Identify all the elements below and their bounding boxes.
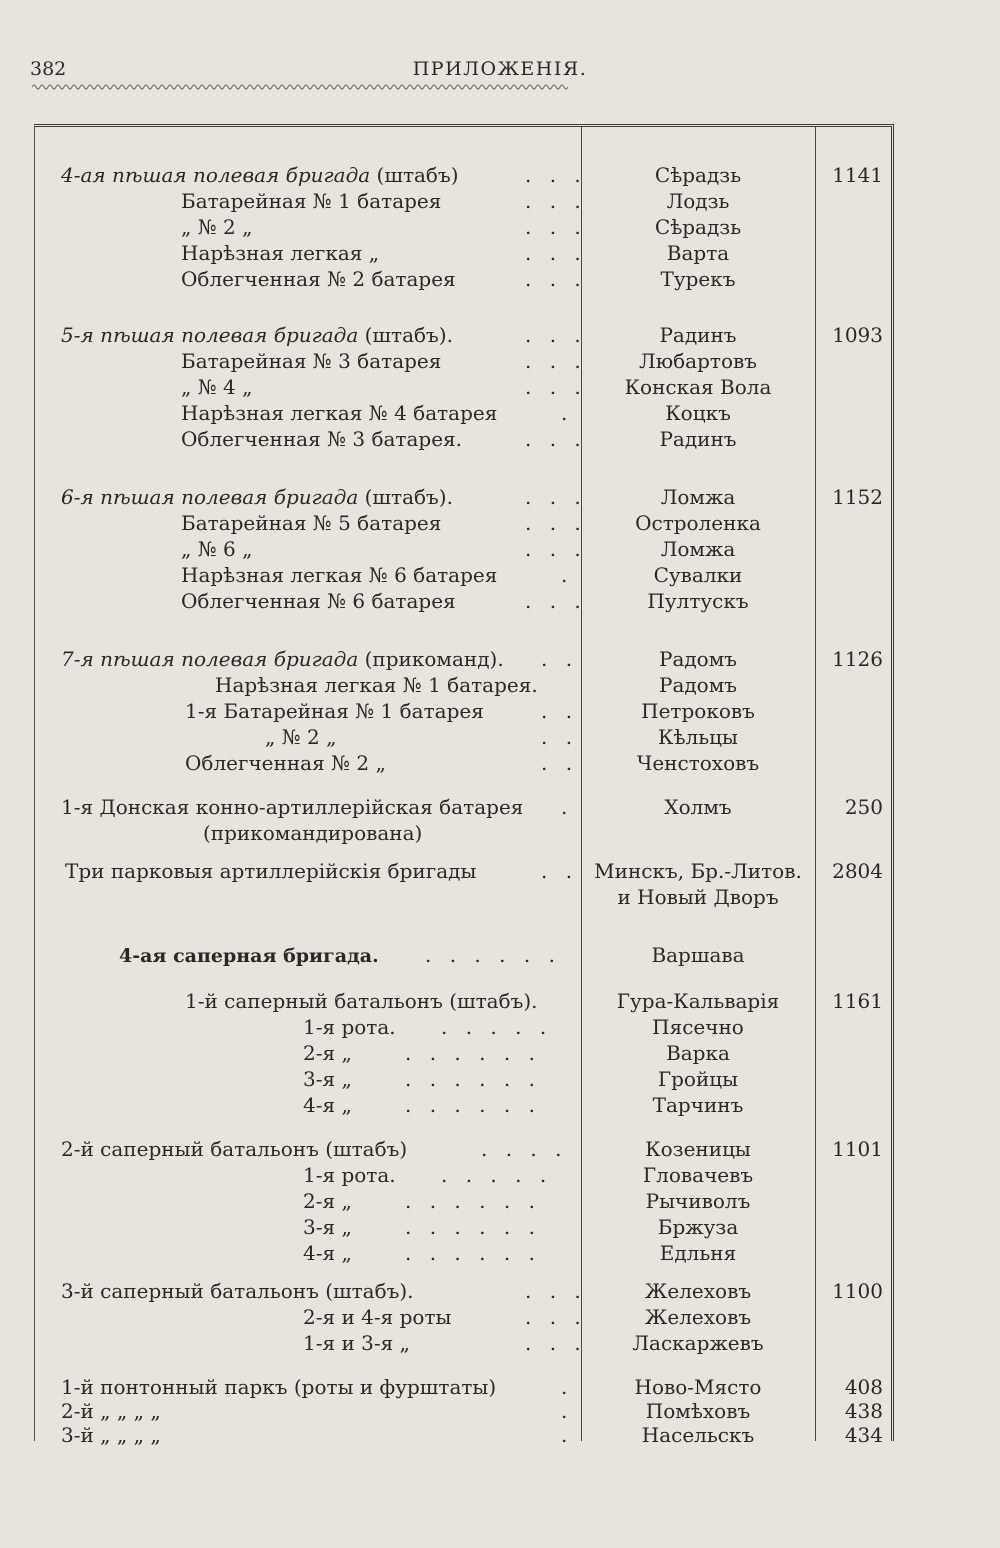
unit-name: [181, 427, 462, 451]
table-row: [35, 1041, 891, 1067]
table-row: [35, 647, 891, 673]
leader-dots: .: [561, 401, 574, 425]
table-row: [35, 1375, 891, 1401]
location: Гловачевъ: [642, 1163, 754, 1187]
unit-name: [181, 215, 252, 239]
leader-dots: . . .: [525, 163, 587, 187]
table-row: [35, 1189, 891, 1215]
table-row: [35, 215, 891, 241]
location: Радомъ: [658, 673, 738, 697]
unit-name-text: 4-ая саперная бригада.: [119, 945, 379, 967]
location: Пясечно: [652, 1015, 744, 1039]
location: Минскъ, Бр.-Литов.: [594, 859, 802, 883]
unit-name: [181, 189, 441, 213]
page-number: 382: [30, 58, 67, 80]
leader-dots: . . .: [525, 323, 587, 347]
unit-name: [181, 349, 441, 373]
location: Петроковъ: [641, 699, 755, 723]
table-row: [35, 563, 891, 589]
unit-name: [203, 821, 422, 845]
table-row: [35, 725, 891, 751]
unit-name: [61, 323, 453, 347]
table-row: [35, 859, 891, 885]
location: Желеховъ: [644, 1305, 752, 1329]
leader-dots: . . .: [525, 427, 587, 451]
leader-dots: . . . . . .: [405, 1093, 541, 1117]
unit-name: [303, 1189, 352, 1213]
unit-name-text: 3-я „: [303, 1067, 352, 1091]
strength-number: 1100: [832, 1279, 883, 1303]
unit-name: [303, 1041, 352, 1065]
unit-name-italic: 5-я пѣшая полевая бригада: [61, 323, 359, 347]
table-row: [35, 1137, 891, 1163]
unit-name: [303, 1163, 396, 1187]
table-row: [35, 1067, 891, 1093]
leader-dots: . . .: [525, 1305, 587, 1329]
unit-name-text: 1-й понтонный паркъ (роты и фурштаты): [61, 1375, 497, 1399]
leader-dots: .: [561, 1399, 574, 1423]
unit-name: [61, 1375, 496, 1399]
table-row: [35, 349, 891, 375]
location: Желеховъ: [644, 1279, 752, 1303]
unit-name: [181, 589, 456, 613]
location: Турекъ: [660, 267, 736, 291]
leader-dots: . . .: [525, 241, 587, 265]
unit-name-text: „ № 4 „: [181, 375, 253, 399]
table-row: [35, 1331, 891, 1357]
unit-name-text: 1-я Донская конно-артиллерійская батарея: [61, 795, 524, 819]
unit-name: [303, 1215, 352, 1239]
unit-name: [181, 563, 497, 587]
location: Остроленка: [635, 511, 761, 535]
unit-name: [185, 699, 484, 723]
unit-name-text: Нарѣзная легкая № 1 батарея.: [215, 673, 538, 697]
unit-name-text: 4-я „: [303, 1093, 352, 1117]
table-row: [35, 511, 891, 537]
leader-dots: . . .: [525, 267, 587, 291]
unit-name-text: 2-я и 4-я роты: [303, 1305, 452, 1329]
location: Радомъ: [658, 647, 738, 671]
table-row: [35, 1399, 891, 1425]
unit-name-text: 1-я рота.: [303, 1015, 396, 1039]
table-row: [35, 1305, 891, 1331]
leader-dots: . . .: [525, 375, 587, 399]
table-row: [35, 943, 891, 969]
location: Ченстоховъ: [636, 751, 760, 775]
location: Варта: [666, 241, 730, 265]
unit-name: [61, 647, 504, 671]
leader-dots: . . .: [525, 511, 587, 535]
unit-name: [61, 1423, 161, 1447]
location: Рычиволъ: [645, 1189, 751, 1213]
unit-name-text: „ № 6 „: [181, 537, 253, 561]
leader-dots: . . . . . .: [405, 1241, 541, 1265]
unit-name-text: Облегченная № 3 батарея.: [181, 427, 463, 451]
unit-name-italic: 7-я пѣшая полевая бригада: [61, 647, 359, 671]
location: Пултускъ: [647, 589, 749, 613]
location: Ломжа: [660, 485, 736, 509]
page-header: [0, 52, 1000, 92]
unit-name-text: 1-я рота.: [303, 1163, 396, 1187]
unit-name: [303, 1305, 451, 1329]
unit-name-text: Нарѣзная легкая „: [181, 241, 380, 265]
leader-dots: .: [561, 1375, 574, 1399]
location: Лодзь: [666, 189, 730, 213]
unit-name-text: 2-я „: [303, 1189, 352, 1213]
unit-name: [303, 1015, 396, 1039]
unit-name: [215, 673, 538, 697]
unit-name: [303, 1241, 352, 1265]
unit-name: [181, 375, 252, 399]
leader-dots: . . . . . .: [425, 943, 561, 967]
table-row: [35, 485, 891, 511]
location: Сѣрадзь: [654, 163, 742, 187]
strength-number: 434: [844, 1423, 883, 1447]
table-row: [35, 885, 891, 911]
strength-number: 408: [844, 1375, 883, 1399]
unit-name: [185, 751, 386, 775]
leader-dots: . .: [541, 647, 579, 671]
leader-dots: .: [561, 795, 574, 819]
unit-name-text: Облегченная № 2 батарея: [181, 267, 456, 291]
location: Коцкъ: [665, 401, 731, 425]
page-title: ПРИЛОЖЕНІЯ.: [412, 58, 588, 80]
location: Сувалки: [653, 563, 743, 587]
leader-dots: . . .: [525, 589, 587, 613]
unit-name-text: Батарейная № 5 батарея: [181, 511, 442, 535]
location: Радинъ: [659, 323, 737, 347]
strength-number: 1152: [832, 485, 883, 509]
unit-name: [181, 267, 456, 291]
unit-name-text: 2-й саперный батальонъ (штабъ): [61, 1137, 408, 1161]
strength-number: 1126: [832, 647, 883, 671]
leader-dots: . . .: [525, 189, 587, 213]
location: Ново-Място: [634, 1375, 762, 1399]
unit-name-text: 3-й „ „ „ „: [61, 1423, 161, 1447]
unit-name-text: Батарейная № 1 батарея: [181, 189, 442, 213]
location: и Новый Дворъ: [617, 885, 779, 909]
location: Варшава: [651, 943, 745, 967]
unit-name-text: 1-й саперный батальонъ (штабъ).: [185, 989, 538, 1013]
unit-name-text: „ № 2 „: [265, 725, 337, 749]
unit-name: [303, 1093, 352, 1117]
unit-name-text: Облегченная № 6 батарея: [181, 589, 456, 613]
unit-name: [303, 1331, 410, 1355]
location: Радинъ: [659, 427, 737, 451]
table-row: [35, 699, 891, 725]
location: Помѣховъ: [645, 1399, 751, 1423]
unit-name-text: 1-я Батарейная № 1 батарея: [185, 699, 484, 723]
strength-number: 1161: [832, 989, 883, 1013]
leader-dots: . .: [541, 859, 579, 883]
unit-name-text: (штабъ).: [358, 485, 453, 509]
table-row: [35, 189, 891, 215]
unit-name-text: (прикоманд).: [358, 647, 504, 671]
leader-dots: . . . . .: [441, 1163, 553, 1187]
table-frame: [34, 124, 894, 1447]
table-row: [35, 375, 891, 401]
leader-dots: . . . . . .: [405, 1041, 541, 1065]
leader-dots: . . . . . .: [405, 1189, 541, 1213]
table-row: [35, 989, 891, 1015]
unit-name-italic: 6-я пѣшая полевая бригада: [61, 485, 359, 509]
leader-dots: . . .: [525, 537, 587, 561]
location: Конская Вола: [624, 375, 772, 399]
unit-name-text: 2-й „ „ „ „: [61, 1399, 161, 1423]
table-row: [35, 821, 891, 847]
unit-name-italic: 4-ая пѣшая полевая бригада: [61, 163, 371, 187]
leader-dots: .: [561, 1423, 574, 1447]
unit-name: [185, 989, 538, 1013]
unit-name: [181, 537, 252, 561]
table-row: [35, 401, 891, 427]
leader-dots: . . . . . .: [405, 1067, 541, 1091]
table-row: [35, 241, 891, 267]
leader-dots: . . . . .: [441, 1015, 553, 1039]
table-row: [35, 1215, 891, 1241]
unit-name-text: 3-й саперный батальонъ (штабъ).: [61, 1279, 414, 1303]
strength-number: 1141: [832, 163, 883, 187]
strength-number: 438: [844, 1399, 883, 1423]
strength-number: 2804: [832, 859, 883, 883]
unit-name-text: 1-я и 3-я „: [303, 1331, 410, 1355]
unit-name-text: Батарейная № 3 батарея: [181, 349, 442, 373]
unit-name: [61, 1399, 161, 1423]
location: Гройцы: [657, 1067, 739, 1091]
leader-dots: . .: [541, 751, 579, 775]
table-row: [35, 751, 891, 777]
location: Гура-Кальварія: [616, 989, 780, 1013]
unit-name-text: Нарѣзная легкая № 6 батарея: [181, 563, 498, 587]
table-row: [35, 1093, 891, 1119]
location: Тарчинъ: [652, 1093, 744, 1117]
unit-name: [303, 1067, 352, 1091]
unit-name: [61, 795, 523, 819]
location: Насельскъ: [641, 1423, 755, 1447]
unit-name: [265, 725, 336, 749]
table-row: [35, 1241, 891, 1267]
leader-dots: . . . . . .: [405, 1215, 541, 1239]
unit-name: [181, 511, 441, 535]
location: Едльня: [659, 1241, 737, 1265]
unit-name-text: (штабъ): [370, 163, 459, 187]
leader-dots: .: [561, 563, 574, 587]
unit-name: [61, 163, 459, 187]
unit-name-text: „ № 2 „: [181, 215, 253, 239]
table-row: [35, 1163, 891, 1189]
location: Холмъ: [664, 795, 732, 819]
unit-name: [65, 859, 476, 883]
table-row: [35, 795, 891, 821]
leader-dots: . .: [541, 725, 579, 749]
location: Кѣльцы: [658, 725, 738, 749]
leader-dots: . . .: [525, 349, 587, 373]
unit-name-text: Нарѣзная легкая № 4 батарея: [181, 401, 498, 425]
table-row: [35, 323, 891, 349]
unit-name-text: 4-я „: [303, 1241, 352, 1265]
leader-dots: . . .: [525, 215, 587, 239]
strength-number: 250: [844, 795, 883, 819]
location: Сѣрадзь: [654, 215, 742, 239]
location: Варка: [666, 1041, 730, 1065]
leader-dots: . .: [541, 699, 579, 723]
table-row: [35, 427, 891, 453]
strength-number: 1093: [832, 323, 883, 347]
unit-name: [181, 401, 497, 425]
leader-dots: . . .: [525, 485, 587, 509]
unit-name-text: Три парковыя артиллерійскія бригады: [65, 859, 477, 883]
unit-name: [61, 1137, 407, 1161]
location: Ломжа: [660, 537, 736, 561]
table-row: [35, 1279, 891, 1305]
leader-dots: . . .: [525, 1331, 587, 1355]
leader-dots: . . . .: [481, 1137, 568, 1161]
unit-name: [61, 1279, 414, 1303]
table-row: [35, 537, 891, 563]
location: Козеницы: [645, 1137, 751, 1161]
unit-name: [61, 485, 453, 509]
table-row: [35, 673, 891, 699]
strength-number: 1101: [832, 1137, 883, 1161]
table-row: [35, 267, 891, 293]
unit-name-text: Облегченная № 2 „: [185, 751, 386, 775]
unit-name: [181, 241, 379, 265]
location: Ласкаржевъ: [632, 1331, 764, 1355]
unit-name-text: (прикомандирована): [203, 821, 423, 845]
table-row: [35, 1423, 891, 1449]
wavy-divider: [32, 82, 568, 92]
table-row: [35, 589, 891, 615]
table-row: [35, 163, 891, 189]
unit-name-text: 2-я „: [303, 1041, 352, 1065]
unit-name: [119, 943, 379, 967]
unit-name-text: 3-я „: [303, 1215, 352, 1239]
table-row: [35, 1015, 891, 1041]
leader-dots: . . .: [525, 1279, 587, 1303]
unit-name-text: (штабъ).: [358, 323, 453, 347]
location: Бржуза: [657, 1215, 739, 1239]
location: Любартовъ: [639, 349, 757, 373]
